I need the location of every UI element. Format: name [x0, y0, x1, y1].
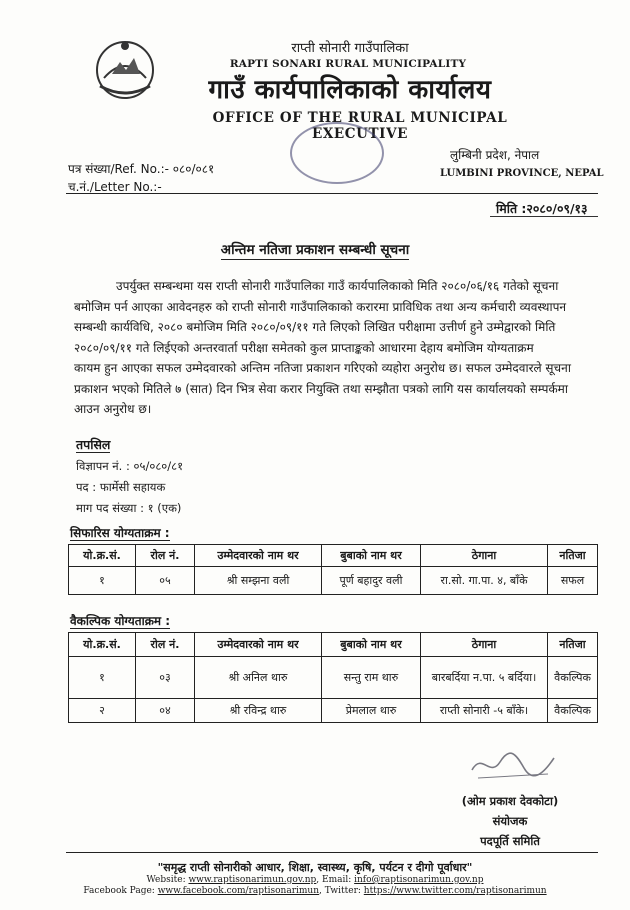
province-en: LUMBINI PROVINCE, NEPAL: [440, 168, 604, 179]
nepal-emblem-logo: [90, 34, 160, 104]
demand-count: माग पद संख्या : १ (एक): [76, 501, 182, 515]
cell: बारबर्दिया न.पा. ५ बर्दिया।: [421, 657, 548, 699]
cell: ०३: [136, 657, 195, 699]
recommended-table: [68, 544, 598, 595]
col-result: नतिजा: [548, 633, 598, 657]
cell: २: [69, 699, 136, 723]
col-father: बुबाको नाम थर: [322, 633, 421, 657]
col-candidate: उम्मेदवारको नाम थर: [195, 545, 322, 567]
cell: श्री अनिल थारु: [195, 657, 322, 699]
cell: सफल: [548, 567, 598, 595]
advertisement-number: विज्ञापन नं. : ०५/०८०/८१: [76, 459, 184, 473]
cell: राप्ती सोनारी -५ बाँके।: [421, 699, 548, 723]
municipality-name-en: RAPTI SONARI RURAL MUNICIPALITY: [229, 58, 467, 70]
cell: ०४: [136, 699, 195, 723]
signatory-role: संयोजक: [492, 814, 528, 828]
col-result: नतिजा: [548, 545, 598, 567]
col-candidate: उम्मेदवारको नाम थर: [195, 633, 322, 657]
notice-line: २०८०/०९/११ गते लिईएको अन्तरवार्ता परीक्षा समेतको कुल प्राप्ताङ्कको आधारमा देहाय बमोजिम योग्यताक्रम: [74, 340, 534, 355]
cell: पूर्ण बहादुर वली: [322, 567, 421, 595]
office-name-np: गाउँ कार्यपालिकाको कार्यालय: [208, 75, 492, 105]
facebook-link[interactable]: www.facebook.com/raptisonarimun: [157, 886, 320, 896]
cell: वैकल्पिक: [548, 657, 598, 699]
municipality-name-np: राप्ती सोनारी गाउँपालिका: [291, 41, 409, 56]
col-roll: रोल नं.: [136, 633, 195, 657]
notice-line: आउन अनुरोध छ।: [74, 402, 152, 416]
table-row: [69, 567, 598, 595]
notice-line: उपर्युक्त सम्बन्धमा यस राप्ती सोनारी गाउँपालिका गाउँ कार्यपालिकाको मिति २०८०/०६/१६ गतेको सूचना: [116, 279, 559, 293]
col-address: ठेगाना: [421, 633, 548, 657]
col-serial: यो.क्र.सं.: [69, 545, 136, 567]
cell: सन्तु राम थारु: [322, 657, 421, 699]
website-link[interactable]: www.raptisonarimun.gov.np: [188, 875, 317, 885]
notice-line: सम्बन्धी कार्यविधि, २०८० बमोजिम मिति २०८०/०९/११ गते लिएको लिखित परीक्षामा उत्तीर्ण हुने उम्मेद्वारको मिति: [74, 320, 556, 334]
cell: रा.सो. गा.पा. ४, बाँके: [421, 567, 548, 595]
notice-body: [74, 276, 596, 420]
details-heading: तपसिल: [76, 437, 111, 452]
post-name: पद : फार्मेसी सहायक: [76, 480, 166, 494]
footer-divider: [66, 852, 598, 853]
header-divider: [66, 193, 598, 194]
footer-motto: "समृद्ध राप्ती सोनारीको आधार, शिक्षा, स्वास्थ्य, कृषि, पर्यटन र दीगो पूर्वाधार": [157, 861, 473, 874]
twitter-label: , Twitter:: [319, 886, 364, 896]
alternate-table: [68, 632, 598, 723]
office-name-en: OFFICE OF THE RURAL MUNICIPAL EXECUTIVE: [212, 110, 508, 142]
cell: वैकल्पिक: [548, 699, 598, 723]
website-label: Website:: [146, 875, 189, 885]
table-header-row: [69, 633, 598, 657]
letter-date: मिति :२०८०/०९/१३: [496, 201, 588, 216]
col-address: ठेगाना: [421, 545, 548, 567]
cell: श्री रविन्द्र थारु: [195, 699, 322, 723]
notice-line: प्रकाशन भएको मितिले ७ (सात) दिन भित्र सेवा करार नियुक्ति तथा सम्झौता पत्रको लागि यस कार्यालयको सम्पर्कमा: [74, 381, 568, 396]
cell: प्रेमलाल थारु: [322, 699, 421, 723]
recommended-title: सिफारिस योग्यताक्रम :: [70, 526, 170, 540]
reference-number: पत्र संख्या/Ref. No.:- ०८०/०८१: [68, 162, 215, 176]
notice-line: कायम हुन आएका सफल उम्मेदवारको अन्तिम नतिजा प्रकाशन गरिएको व्यहोरा अनुरोध छ। सफल उम्मेदवारले सूचना: [74, 361, 571, 375]
province-np: लुम्बिनी प्रदेश, नेपाल: [450, 148, 540, 162]
twitter-link[interactable]: https://www.twitter.com/raptisonarimun: [363, 886, 547, 896]
signature: [468, 748, 558, 784]
table-header-row: [69, 545, 598, 567]
cell: १: [69, 657, 136, 699]
email-label: , Email:: [316, 875, 355, 885]
letter-number: च.नं./Letter No.:-: [68, 180, 162, 194]
table-row: [69, 699, 598, 723]
alternate-title: वैकल्पिक योग्यताक्रम :: [70, 614, 171, 628]
signatory-committee: पदपूर्ति समिति: [480, 834, 540, 848]
cell: १: [69, 567, 136, 595]
col-roll: रोल नं.: [136, 545, 195, 567]
cell: ०५: [136, 567, 195, 595]
col-serial: यो.क्र.सं.: [69, 633, 136, 657]
col-father: बुबाको नाम थर: [322, 545, 421, 567]
footer-social: [0, 886, 630, 896]
signatory-name: (ओम प्रकाश देवकोटा): [461, 794, 559, 808]
facebook-label: Facebook Page:: [83, 886, 158, 896]
table-row: [69, 657, 598, 699]
cell: श्री सम्झना वली: [195, 567, 322, 595]
email-link[interactable]: info@raptisonarimun.gov.np: [354, 875, 484, 885]
footer-contact: [0, 875, 630, 885]
notice-title: अन्तिम नतिजा प्रकाशन सम्बन्धी सूचना: [220, 242, 410, 258]
office-stamp: [290, 122, 384, 184]
notice-line: बमोजिम पर्न आएका आवेदनहरु को राप्ती सोनारी गाउँपालिकाको करारमा प्राविधिक तथा अन्य कर्मचारी व्यवस्थापन: [74, 299, 567, 314]
